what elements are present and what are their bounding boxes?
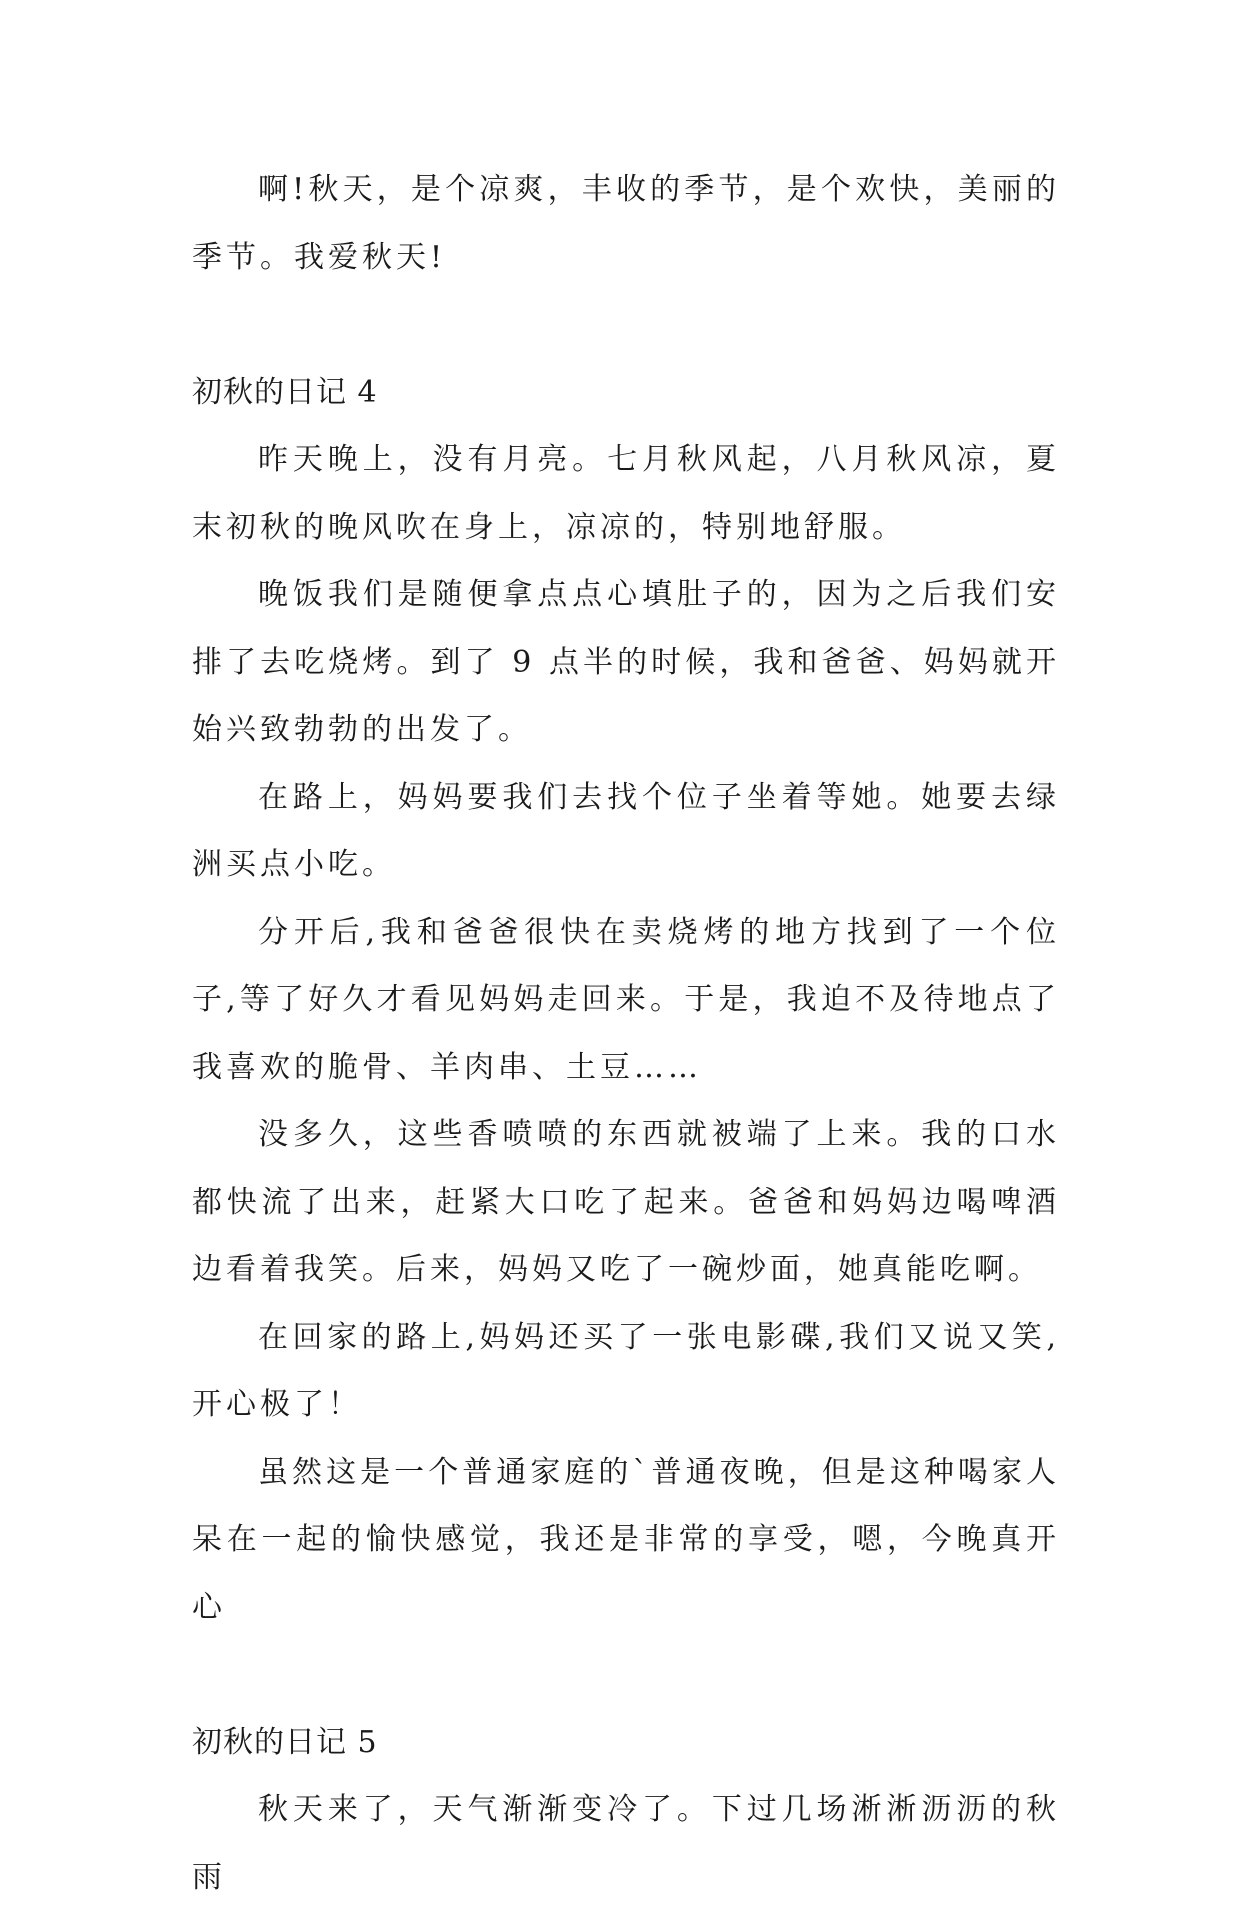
diary-4-paragraph-7: 虽然这是一个普通家庭的`普通夜晚，但是这种喝家人呆在一起的愉快感觉，我还是非常的享受，嗯，今晚真开心 [192, 1454, 1060, 1625]
diary-5-paragraph-1: 秋天来了，天气渐渐变冷了。下过几场淅淅沥沥的秋雨 [192, 1792, 1060, 1895]
diary-4-paragraph-6: 在回家的路上,妈妈还买了一张电影碟,我们又说又笑,开心极了！ [192, 1319, 1060, 1422]
diary-4-paragraph-3: 在路上，妈妈要我们去找个位子坐着等她。她要去绿洲买点小吃。 [192, 779, 1060, 882]
document-body [192, 156, 1060, 1911]
diary-4-title: 初秋的日记 4 [192, 374, 378, 410]
section-spacer [192, 291, 1060, 359]
diary-4-paragraph-1: 昨天晚上，没有月亮。七月秋风起，八月秋风凉，夏末初秋的晚风吹在身上，凉凉的，特别地舒服。 [192, 442, 1060, 545]
diary-4-paragraph-5: 没多久，这些香喷喷的东西就被端了上来。我的口水都快流了出来，赶紧大口吃了起来。爸爸和妈妈边喝啤酒边看着我笑。后来，妈妈又吃了一碗炒面，她真能吃啊。 [192, 1117, 1060, 1287]
diary-4-paragraph-2: 晚饭我们是随便拿点点心填肚子的，因为之后我们安排了去吃烧烤。到了 9 点半的时候，我和爸爸、妈妈就开始兴致勃勃的出发了。 [192, 577, 1060, 747]
diary-4-paragraph-4: 分开后,我和爸爸很快在卖烧烤的地方找到了一个位子,等了好久才看见妈妈走回来。于是，我迫不及待地点了我喜欢的脆骨、羊肉串、土豆…… [192, 914, 1060, 1085]
diary-5-title: 初秋的日记 5 [192, 1724, 378, 1760]
section-spacer [192, 1641, 1060, 1709]
intro-paragraph: 啊!秋天，是个凉爽，丰收的季节，是个欢快，美丽的季节。我爱秋天! [192, 172, 1060, 275]
